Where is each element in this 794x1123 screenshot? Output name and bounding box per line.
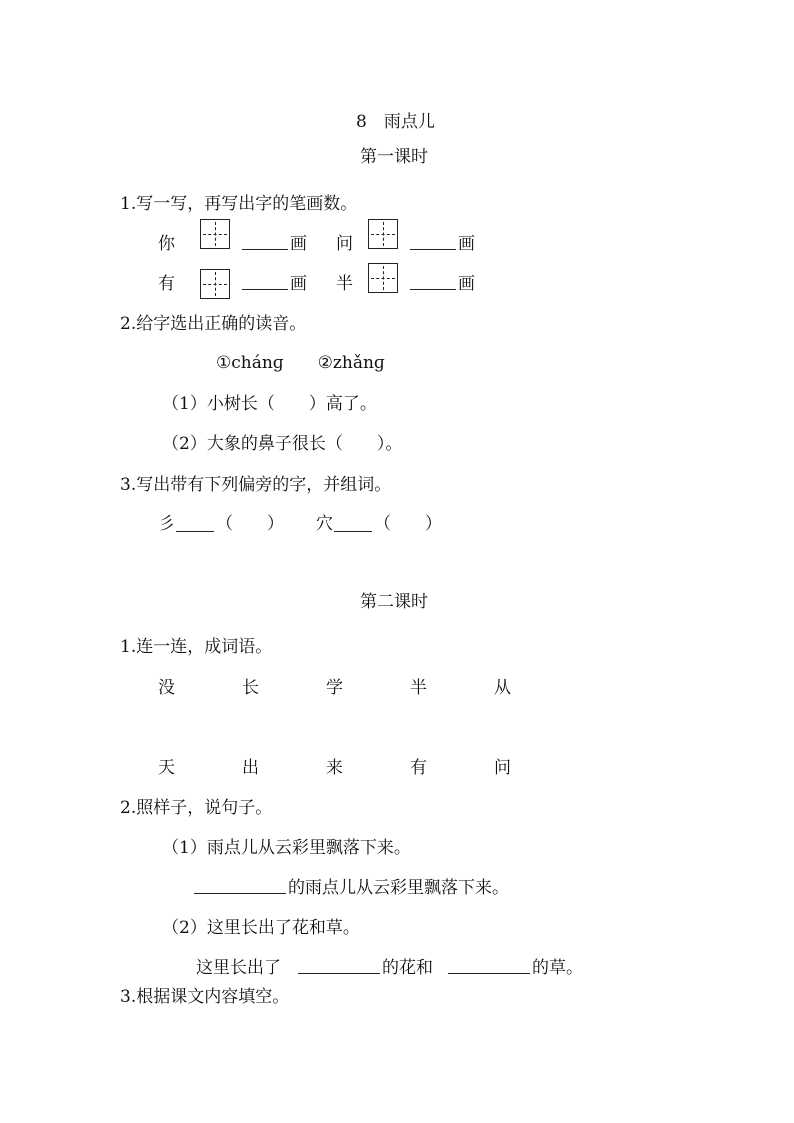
- match-bottom-item[interactable]: 出: [242, 758, 259, 778]
- sentence-fill-blank[interactable]: [298, 958, 380, 974]
- match-top-item[interactable]: 从: [494, 678, 511, 698]
- unit-label: 画: [290, 274, 307, 294]
- char-ni: 你: [158, 234, 175, 254]
- stroke-count-blank[interactable]: [242, 274, 288, 290]
- word-paren: （ ）: [374, 514, 442, 534]
- l2-q2-prompt: 2.照样子，说句子。: [120, 798, 273, 818]
- match-top-item[interactable]: 长: [242, 678, 259, 698]
- char-wen: 问: [336, 234, 353, 254]
- writing-grid-box[interactable]: [200, 219, 230, 249]
- writing-grid-box[interactable]: [368, 219, 398, 249]
- lesson1-heading: 第一课时: [360, 147, 428, 167]
- match-bottom-item[interactable]: 有: [410, 758, 427, 778]
- example-sentence-1: （1）雨点儿从云彩里飘落下来。: [162, 838, 411, 858]
- match-top-item[interactable]: 没: [158, 678, 175, 698]
- page-title: 8 雨点儿: [356, 112, 435, 132]
- match-top-item[interactable]: 半: [410, 678, 427, 698]
- fill-sentence-2-mid: 的花和: [382, 958, 433, 978]
- stroke-count-blank[interactable]: [242, 234, 288, 250]
- q3-prompt: 3.写出带有下列偏旁的字，并组词。: [120, 475, 392, 495]
- fill-sentence-2-prefix: 这里长出了: [196, 958, 281, 978]
- writing-grid-box[interactable]: [368, 263, 398, 293]
- match-bottom-item[interactable]: 问: [494, 758, 511, 778]
- unit-label: 画: [290, 234, 307, 254]
- char-ban: 半: [336, 274, 353, 294]
- q2-prompt: 2.给字选出正确的读音。: [120, 314, 307, 334]
- stroke-count-blank[interactable]: [410, 274, 456, 290]
- q2-item-2: （2）大象的鼻子很长（ ）。: [162, 434, 403, 454]
- word-paren: （ ）: [216, 514, 284, 534]
- pronunciation-options: ①chánɡ ②zhǎnɡ: [216, 353, 385, 373]
- radical-2: 穴: [316, 514, 333, 534]
- radical-char-blank[interactable]: [334, 516, 372, 532]
- example-sentence-2: （2）这里长出了花和草。: [162, 918, 360, 938]
- unit-label: 画: [458, 274, 475, 294]
- radical-1: 彡: [158, 514, 175, 534]
- q2-item-1: （1）小树长（ ）高了。: [162, 394, 377, 414]
- sentence-fill-blank[interactable]: [448, 958, 530, 974]
- unit-label: 画: [458, 234, 475, 254]
- l2-q3-prompt: 3.根据课文内容填空。: [120, 987, 290, 1007]
- l2-q1-prompt: 1.连一连，成词语。: [120, 637, 273, 657]
- lesson2-heading: 第二课时: [360, 592, 428, 612]
- writing-grid-box[interactable]: [200, 269, 230, 299]
- match-bottom-item[interactable]: 天: [158, 758, 175, 778]
- match-bottom-item[interactable]: 来: [326, 758, 343, 778]
- fill-sentence-2-suffix: 的草。: [532, 958, 583, 978]
- q1-prompt: 1.写一写，再写出字的笔画数。: [120, 194, 358, 214]
- radical-char-blank[interactable]: [176, 516, 214, 532]
- char-you: 有: [158, 274, 175, 294]
- match-top-item[interactable]: 学: [326, 678, 343, 698]
- stroke-count-blank[interactable]: [410, 234, 456, 250]
- sentence-fill-blank[interactable]: [194, 878, 286, 894]
- fill-sentence-1: 的雨点儿从云彩里飘落下来。: [288, 878, 509, 898]
